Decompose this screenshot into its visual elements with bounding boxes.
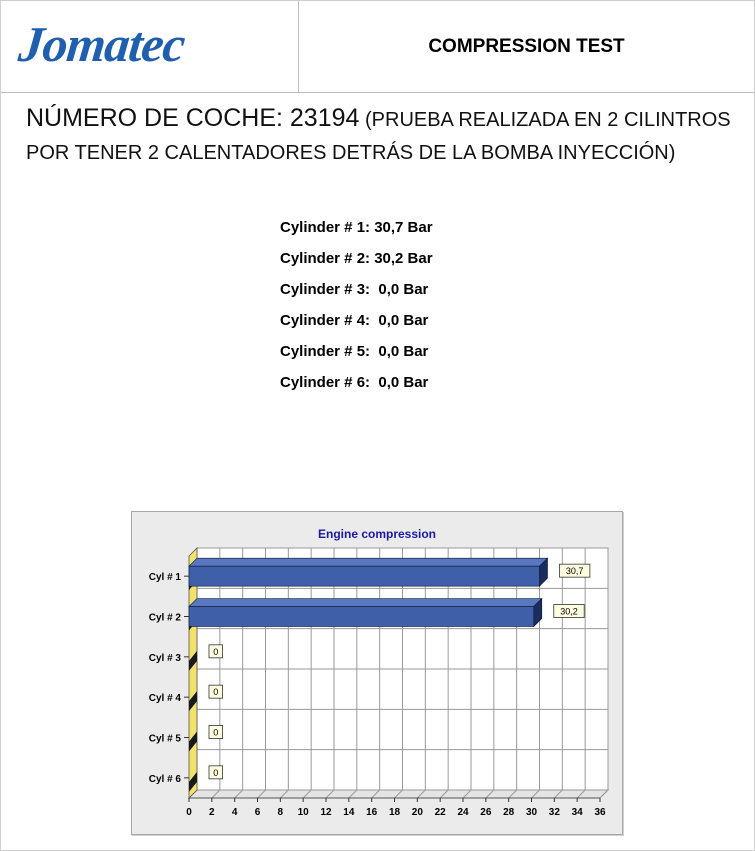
document-title: COMPRESSION TEST xyxy=(428,35,625,57)
x-tick-label: 8 xyxy=(277,807,284,818)
x-tick-label: 12 xyxy=(320,807,332,818)
category-label: Cyl # 3 xyxy=(148,652,181,664)
category-label: Cyl # 4 xyxy=(148,693,181,705)
x-tick-label: 10 xyxy=(297,807,309,818)
x-tick-label: 20 xyxy=(411,807,423,818)
cylinder-reading: Cylinder # 4: 0,0 Bar xyxy=(280,312,429,329)
data-label: 0 xyxy=(213,767,219,778)
category-label: Cyl # 5 xyxy=(148,733,181,745)
x-tick-label: 32 xyxy=(548,807,560,818)
x-tick-label: 30 xyxy=(525,807,538,818)
cylinder-reading: Cylinder # 3: 0,0 Bar xyxy=(280,281,429,298)
data-label: 30,7 xyxy=(565,566,584,577)
car-number-label: NÚMERO DE COCHE: 23194 xyxy=(26,104,360,132)
x-tick-label: 34 xyxy=(571,807,583,818)
bar-top xyxy=(189,599,542,607)
x-tick-label: 24 xyxy=(457,807,469,818)
x-tick-label: 14 xyxy=(343,807,355,818)
cylinder-reading: Cylinder # 2: 30,2 Bar xyxy=(280,250,433,267)
title-cell xyxy=(299,1,754,92)
x-tick-label: 4 xyxy=(231,807,238,818)
data-label: 0 xyxy=(213,646,219,657)
cylinder-reading: Cylinder # 6: 0,0 Bar xyxy=(280,374,429,391)
category-label: Cyl # 1 xyxy=(148,572,181,584)
chart-title: Engine compression xyxy=(317,527,437,541)
test-note-line1: (PRUEBA REALIZADA EN 2 CILINTROS xyxy=(359,109,731,131)
cylinder-reading: Cylinder # 5: 0,0 Bar xyxy=(280,343,429,360)
category-label: Cyl # 2 xyxy=(148,612,181,624)
data-label: 0 xyxy=(213,687,219,698)
x-tick-label: 2 xyxy=(209,807,215,818)
header xyxy=(1,1,754,93)
data-label: 30,2 xyxy=(560,606,578,617)
company-logo: Jomatec xyxy=(16,16,188,72)
x-tick-label: 6 xyxy=(254,807,261,818)
vehicle-info xyxy=(26,102,736,170)
x-tick-label: 28 xyxy=(503,807,515,818)
engine-compression-chart xyxy=(131,511,623,835)
bar-1 xyxy=(189,566,539,586)
x-tick-label: 36 xyxy=(594,807,606,818)
bar-top xyxy=(189,558,547,566)
test-note-line2: POR TENER 2 CALENTADORES DETRÁS DE LA BOMBA INYECCIÓN) xyxy=(26,142,676,164)
bar-2 xyxy=(189,607,534,627)
category-label: Cyl # 6 xyxy=(148,773,181,785)
x-tick-label: 26 xyxy=(480,807,492,818)
logo-cell xyxy=(1,1,299,92)
x-tick-label: 0 xyxy=(186,807,192,818)
chart-canvas xyxy=(132,512,622,834)
cylinder-reading: Cylinder # 1: 30,7 Bar xyxy=(280,219,433,236)
x-tick-label: 22 xyxy=(434,807,446,818)
x-tick-label: 18 xyxy=(388,807,401,818)
cylinder-readings xyxy=(280,216,433,402)
data-label: 0 xyxy=(213,727,219,738)
x-tick-label: 16 xyxy=(366,807,378,818)
